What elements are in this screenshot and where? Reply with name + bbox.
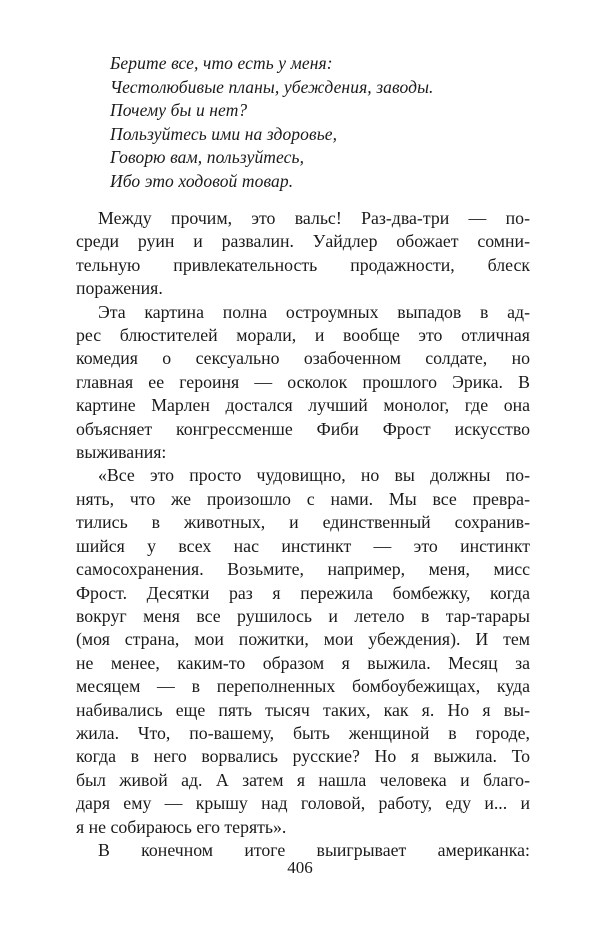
text-line: Фрост. Десятки раз я пережила бомбежку, когда <box>76 582 530 603</box>
text-line: нять, что же произошло с нами. Мы все превра- <box>76 488 530 509</box>
verse-block <box>110 52 530 193</box>
text-line: тельную привлекательность продажности, блеск <box>76 254 530 275</box>
text-line: В конечном итоге выигрывает американка: <box>98 839 530 860</box>
text-line: (моя страна, мои пожитки, мои убеждения). И тем <box>76 629 530 650</box>
text-line: даря ему — крышу над головой, работу, еду и... и <box>76 793 530 814</box>
prose-block <box>76 207 530 862</box>
verse-line: Говорю вам, пользуйтесь, <box>110 147 305 167</box>
text-line: Эта картина полна остроумных выпадов в ад- <box>98 301 530 322</box>
page-body <box>76 52 530 862</box>
text-line: набивались еще пять тысяч таких, как я. Но я вы- <box>76 699 530 720</box>
text-line: когда в него ворвались русские? Но я выжила. То <box>76 746 530 767</box>
text-line: поражения. <box>76 278 163 299</box>
verse-line: Берите все, что есть у меня: <box>110 53 333 73</box>
text-line: рес блюстителей морали, и вообще это отличная <box>76 325 530 346</box>
text-line: жила. Что, по-вашему, быть женщиной в городе, <box>76 722 530 743</box>
text-line: главная ее героиня — осколок прошлого Эрика. В <box>76 371 530 392</box>
text-line: шийся у всех нас инстинкт — это инстинкт <box>76 535 530 556</box>
text-line: выживания: <box>76 442 167 463</box>
page-number: 406 <box>287 858 313 877</box>
text-line: я не собираюсь его терять». <box>76 816 287 837</box>
text-line: объясняет конгрессменше Фиби Фрост искусство <box>76 418 530 439</box>
text-line: вокруг меня все рушилось и летело в тар-тарары <box>76 605 530 626</box>
text-line: самосохранения. Возьмите, например, меня, мисс <box>76 559 530 580</box>
text-line: комедия о сексуально озабоченном солдате, но <box>76 348 530 369</box>
text-line: был живой ад. А затем я нашла человека и благо- <box>76 769 530 790</box>
text-line: картине Марлен достался лучший монолог, где она <box>76 395 530 416</box>
text-line: «Все это просто чудовищно, но вы должны по- <box>98 465 530 486</box>
verse-line: Пользуйтесь ими на здоровье, <box>110 123 338 144</box>
verse-line: Честолюбивые планы, убеждения, заводы. <box>110 76 434 97</box>
verse-line: Почему бы и нет? <box>110 100 248 120</box>
text-line: не менее, каким-то образом я выжила. Месяц за <box>76 652 530 673</box>
text-line: среди руин и развалин. Уайдлер обожает сомни- <box>76 231 530 252</box>
text-line: месяцем — в переполненных бомбоубежищах, куда <box>76 676 530 697</box>
text-line: Между прочим, это вальс! Раз-два-три — по- <box>98 208 530 228</box>
verse-line: Ибо это ходовой товар. <box>110 170 294 191</box>
text-line: тились в животных, и единственный сохранив- <box>76 512 530 533</box>
